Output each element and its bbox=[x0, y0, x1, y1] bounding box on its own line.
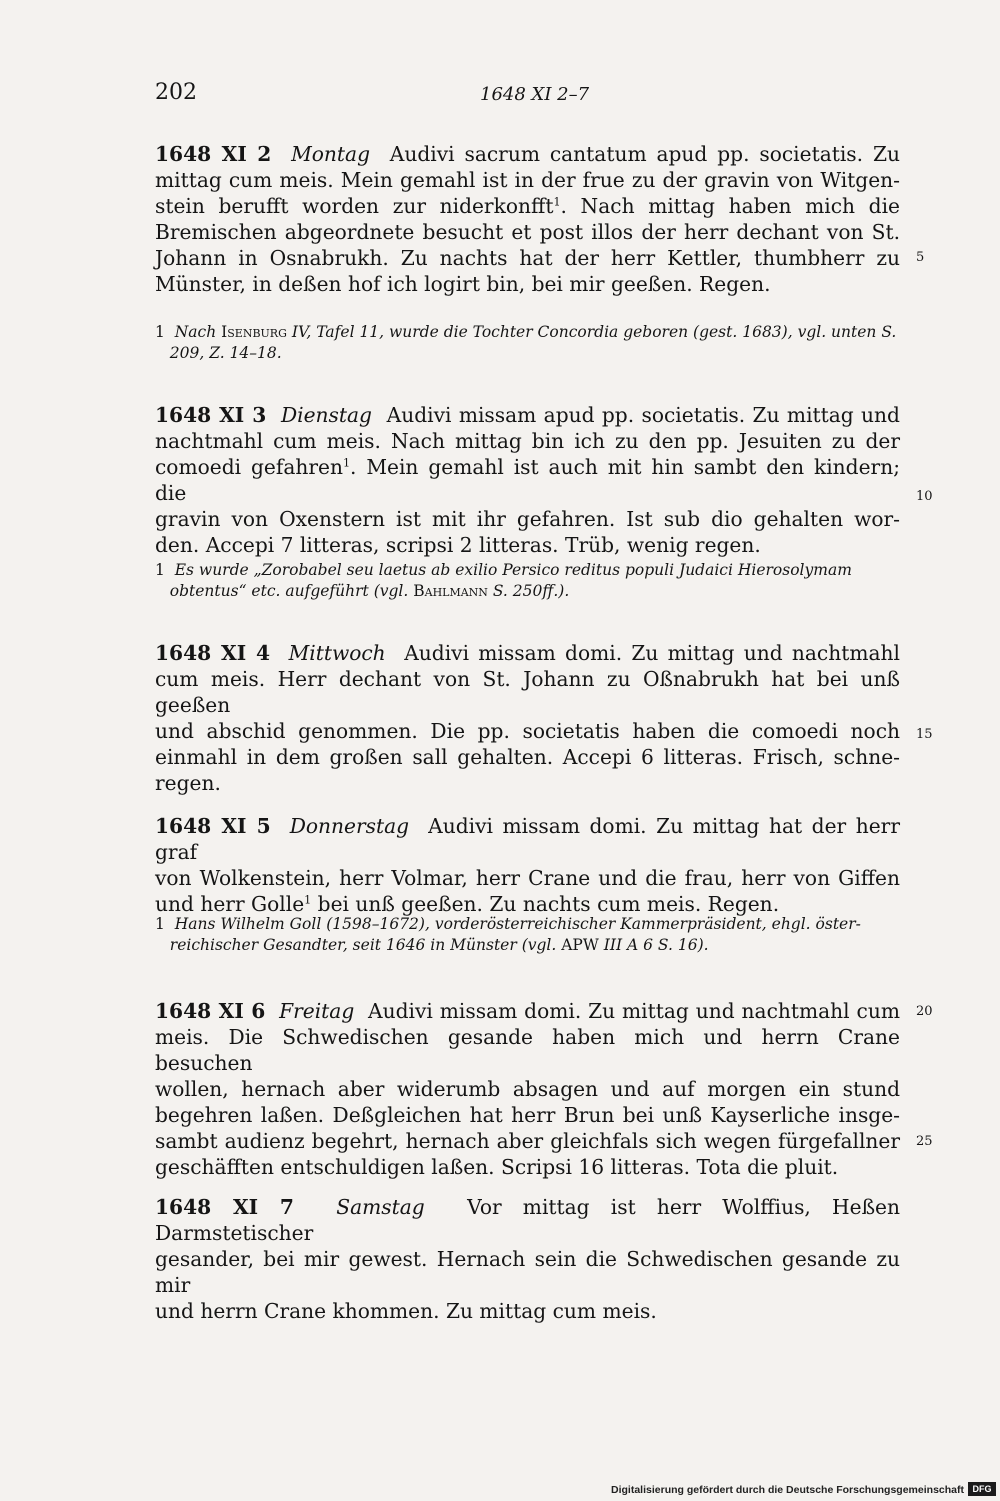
line-number-marker: 25 bbox=[916, 1134, 933, 1149]
entry-line: einmahl in dem großen sall gehalten. Accepi 6 litteras. Frisch, schne- bbox=[155, 745, 900, 769]
funding-notice: Digitalisierung gefördert durch die Deutsche Forschungsgemeinschaft bbox=[611, 1484, 964, 1496]
footnote-ref: 1 bbox=[553, 195, 561, 209]
diary-entry bbox=[155, 402, 900, 558]
entry-line: stein berufft worden zur niderkonfft$^1$. Nach mittag haben mich die bbox=[155, 194, 900, 218]
footnote-ref: 1 bbox=[342, 456, 351, 470]
diary-entry bbox=[155, 1194, 900, 1324]
entry-line: regen. bbox=[155, 771, 221, 795]
entry-line: gesander, bei mir gewest. Hernach sein die Schwedischen gesande zu mir bbox=[155, 1247, 900, 1297]
entry-line: 1648 XI 5 Donnerstag Audivi missam domi. Zu mittag hat der herr graf bbox=[155, 814, 900, 864]
entry-line: begehren laßen. Deßgleichen hat herr Brun bei unß Kayserliche insge- bbox=[155, 1103, 900, 1127]
footnote: 1 Nach Isenburg IV, Tafel 11, wurde die Tochter Concordia geboren (gest. 1683), vgl. unten S. 209, Z. 14–18. bbox=[155, 323, 897, 362]
entry-line: und abschid genommen. Die pp. societatis haben die comoedi noch bbox=[155, 719, 900, 743]
entry-date: 1648 XI 5 bbox=[155, 814, 271, 838]
entry-line: 1648 XI 3 Dienstag Audivi missam apud pp. societatis. Zu mittag und bbox=[155, 403, 900, 427]
entry-line: Münster, in deßen hof ich logirt bin, bei mir geeßen. Regen. bbox=[155, 272, 771, 296]
diary-entry bbox=[155, 141, 900, 297]
diary-entry bbox=[155, 998, 900, 1180]
entry-line: 1648 XI 6 Freitag Audivi missam domi. Zu mittag und nachtmahl cum bbox=[155, 999, 900, 1023]
entry-line: geschäfften entschuldigen laßen. Scripsi 16 litteras. Tota die pluit. bbox=[155, 1155, 839, 1179]
footer-bar bbox=[0, 1480, 1000, 1501]
line-number-marker: 10 bbox=[916, 489, 933, 504]
entry-date: 1648 XI 4 bbox=[155, 641, 271, 665]
entry-line: und herrn Crane khommen. Zu mittag cum meis. bbox=[155, 1299, 657, 1323]
dfg-logo: DFG bbox=[968, 1482, 996, 1496]
entry-date: 1648 XI 2 bbox=[155, 142, 272, 166]
entry-date: 1648 XI 6 bbox=[155, 999, 266, 1023]
entry-line: den. Accepi 7 litteras, scripsi 2 litteras. Trüb, wenig regen. bbox=[155, 533, 761, 557]
entry-day: Dienstag bbox=[280, 403, 372, 427]
entry-line: meis. Die Schwedischen gesande haben mich und herrn Crane besuchen bbox=[155, 1025, 900, 1075]
entry-line: 1648 XI 2 Montag Audivi sacrum cantatum apud pp. societatis. Zu bbox=[155, 142, 900, 166]
footnote: 1 Hans Wilhelm Goll (1598–1672), vorderösterreichischer Kammerpräsident, ehgl. öster- reichischer Gesandter, seit 1646 in Münster (vgl. APW III A 6 S. 16). bbox=[155, 915, 861, 954]
diary-entry bbox=[155, 640, 900, 796]
footnote: 1 Es wurde „Zorobabel seu laetus ab exilio Persico reditus populi Judaici Hierosolymam obtentus“ etc. aufgeführt (vgl. Bahlmann S. 250ff.). bbox=[155, 561, 852, 600]
entry-line: nachtmahl cum meis. Nach mittag bin ich zu den pp. Jesuiten zu der bbox=[155, 429, 900, 453]
entry-date: 1648 XI 3 bbox=[155, 403, 267, 427]
entry-line: Bremischen abgeordnete besucht et post illos der herr dechant von St. bbox=[155, 220, 900, 244]
running-head: 1648 XI 2–7 bbox=[480, 84, 590, 105]
line-number-marker: 15 bbox=[916, 727, 933, 742]
page-number: 202 bbox=[155, 80, 197, 105]
entry-line: sambt audienz begehrt, hernach aber gleichfals sich wegen fürgefallner bbox=[155, 1129, 900, 1153]
entry-line: 1648 XI 7 Samstag Vor mittag ist herr Wolffius, Heßen Darmstetischer bbox=[155, 1195, 901, 1245]
entry-line: Johann in Osnabrukh. Zu nachts hat der herr Kettler, thumbherr zu bbox=[155, 246, 900, 270]
entry-line: von Wolkenstein, herr Volmar, herr Crane und die frau, herr von Giffen bbox=[155, 866, 900, 890]
footnote-ref: 1 bbox=[304, 893, 312, 907]
entry-line: wollen, hernach aber widerumb absagen und auf morgen ein stund bbox=[155, 1077, 900, 1101]
line-number-marker: 5 bbox=[916, 250, 925, 265]
page-header bbox=[155, 80, 900, 112]
line-number-marker: 20 bbox=[916, 1004, 933, 1019]
entry-line: mittag cum meis. Mein gemahl ist in der frue zu der gravin von Witgen- bbox=[155, 168, 900, 192]
entry-day: Freitag bbox=[279, 999, 355, 1023]
entry-line: und herr Golle$^1$ bei unß geeßen. Zu nachts cum meis. Regen. bbox=[155, 892, 780, 916]
entry-day: Mittwoch bbox=[288, 641, 386, 665]
entry-day: Montag bbox=[291, 142, 370, 166]
entry-line: cum meis. Herr dechant von St. Johann zu Oßnabrukh hat bei unß geeßen bbox=[155, 667, 900, 717]
entry-day: Samstag bbox=[336, 1195, 425, 1219]
entry-line: 1648 XI 4 Mittwoch Audivi missam domi. Zu mittag und nachtmahl bbox=[155, 641, 900, 665]
entry-line: comoedi gefahren$^1$. Mein gemahl ist auch mit hin sambt den kindern; die bbox=[155, 455, 901, 505]
entry-date: 1648 XI 7 bbox=[155, 1195, 294, 1219]
diary-entry bbox=[155, 813, 900, 917]
entry-line: gravin von Oxenstern ist mit ihr gefahren. Ist sub dio gehalten wor- bbox=[155, 507, 900, 531]
entry-day: Donnerstag bbox=[289, 814, 410, 838]
